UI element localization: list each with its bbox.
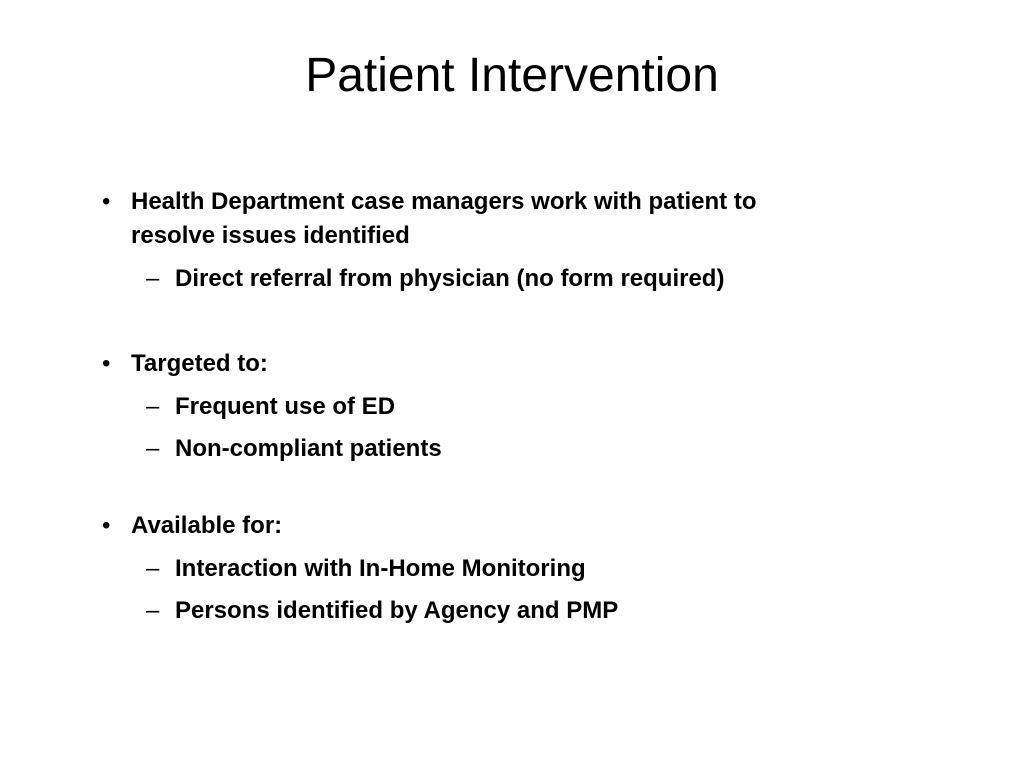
sub-bullet-direct-referral: Direct referral from physician (no form required) [175,265,725,292]
bullet-2-text: Targeted to: [131,350,268,377]
sub-bullet-persons-identified: Persons identified by Agency and PMP [175,597,619,624]
sub-bullet-dash: – [146,555,160,582]
sub-bullet-dash: – [146,393,160,420]
sub-bullet-in-home-monitoring: Interaction with In-Home Monitoring [175,555,586,582]
sub-bullet-frequent-ed: Frequent use of ED [175,393,396,420]
sub-bullet-dash: – [146,265,160,292]
slide-title: Patient Intervention [305,49,719,102]
bullet-1-text-line1: Health Department case managers work with patient to [131,188,757,215]
sub-bullet-dash: – [146,597,160,624]
bullet-marker: • [102,188,111,215]
bullet-1-text-line2: resolve issues identified [131,222,410,249]
sub-bullet-dash: – [146,435,160,462]
bullet-marker: • [102,350,111,377]
bullet-3-text: Available for: [131,512,283,539]
bullet-marker: • [102,512,111,539]
sub-bullet-non-compliant: Non-compliant patients [175,435,442,462]
